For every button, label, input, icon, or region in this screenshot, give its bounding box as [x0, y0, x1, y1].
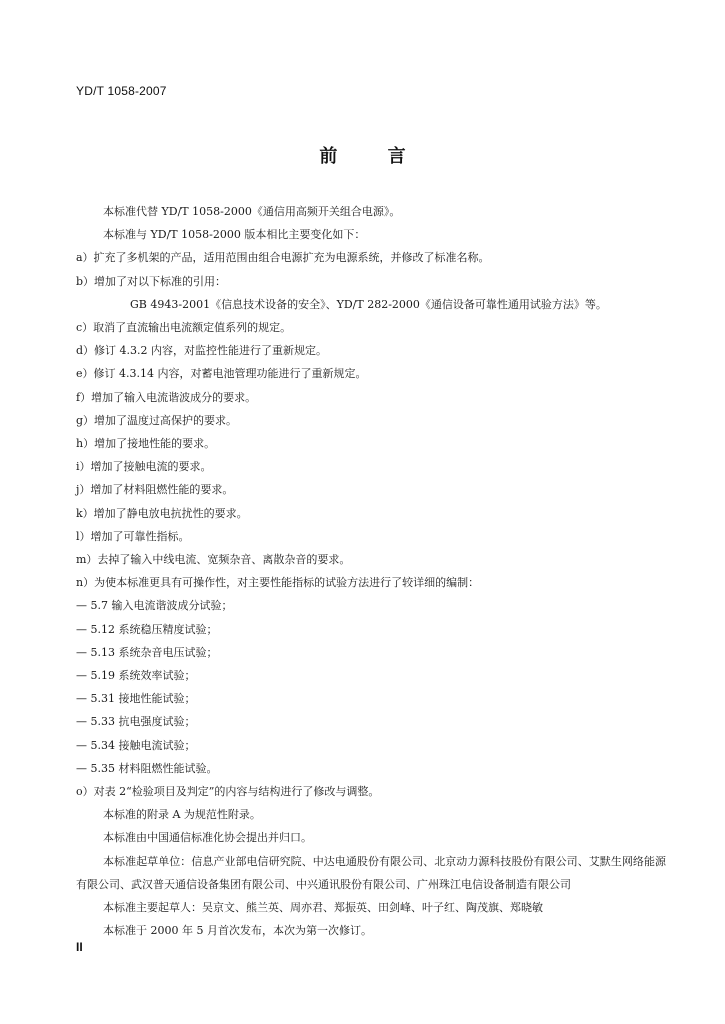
- dash-item: — 5.19 系统效率试验；: [76, 669, 196, 683]
- list-item: b）增加了对以下标准的引用：: [76, 274, 227, 288]
- text-line: 本标准代替 YD/T 1058-2000《通信用高频开关组合电源》。: [103, 205, 401, 218]
- text-line: 本标准与 YD/T 1058-2000 版本相比主要变化如下：: [103, 228, 366, 242]
- list-item: f）增加了输入电流谐波成分的要求。: [76, 390, 257, 404]
- text-line: 本标准的附录 A 为规范性附录。: [103, 808, 261, 822]
- list-item: k）增加了静电放电抗扰性的要求。: [76, 506, 248, 520]
- list-item: i）增加了接触电流的要求。: [76, 460, 212, 474]
- dash-item: — 5.7 输入电流谐波成分试验；: [76, 599, 233, 613]
- list-item: g）增加了温度过高保护的要求。: [76, 413, 238, 427]
- text-line: GB 4943-2001《信息技术设备的安全》、YD/T 282-2000《通信设备可靠性通用试验方法》等。: [130, 297, 607, 311]
- list-item: n）为使本标准更具有可操作性，对主要性能指标的试验方法进行了较详细的编制：: [76, 576, 480, 590]
- list-item: o）对表 2“检验项目及判定”的内容与结构进行了修改与调整。: [76, 785, 380, 799]
- list-item: c）取消了直流输出电流额定值系列的规定。: [76, 321, 292, 335]
- dash-item: — 5.35 材料阻燃性能试验。: [76, 761, 218, 775]
- text-line: 本标准由中国通信标准化协会提出并归口。: [103, 831, 312, 845]
- page-number: II: [76, 940, 83, 954]
- list-item: l）增加了可靠性指标。: [76, 529, 190, 543]
- dash-item: — 5.34 接触电流试验；: [76, 738, 196, 752]
- list-item: e）修订 4.3.14 内容，对蓄电池管理功能进行了重新规定。: [76, 367, 367, 381]
- dash-item: — 5.33 抗电强度试验；: [76, 715, 196, 729]
- list-item: h）增加了接地性能的要求。: [76, 437, 216, 451]
- list-item: j）增加了材料阻燃性能的要求。: [76, 483, 234, 497]
- list-item: a）扩充了多机架的产品，适用范围由组合电源扩充为电源系统，并修改了标准名称。: [76, 251, 490, 265]
- drafters: 本标准主要起草人：吴京文、熊兰英、周亦君、郑振英、田剑峰、叶子红、陶茂旗、郑晓敏: [103, 901, 543, 915]
- drafting-units: 本标准起草单位：信息产业部电信研究院、中达电通股份有限公司、北京动力源科技股份有限公司、艾默生网络能源有限公司、武汉普天通信设备集团有限公司、中兴通讯股份有限公司、广州珠江电信设备制造有限公司: [76, 854, 666, 891]
- publication-note: 本标准于 2000 年 5 月首次发布，本次为第一次修订。: [103, 924, 372, 938]
- page-title: 前 言: [319, 146, 428, 167]
- list-item: d）修订 4.3.2 内容，对监控性能进行了重新规定。: [76, 344, 328, 358]
- list-item: m）去掉了输入中线电流、宽频杂音、离散杂音的要求。: [76, 553, 351, 567]
- dash-item: — 5.31 接地性能试验；: [76, 692, 196, 706]
- dash-item: — 5.13 系统杂音电压试验；: [76, 645, 218, 659]
- dash-item: — 5.12 系统稳压精度试验；: [76, 622, 218, 636]
- document-code: YD/T 1058-2007: [76, 84, 167, 98]
- foreword-body: [76, 200, 666, 943]
